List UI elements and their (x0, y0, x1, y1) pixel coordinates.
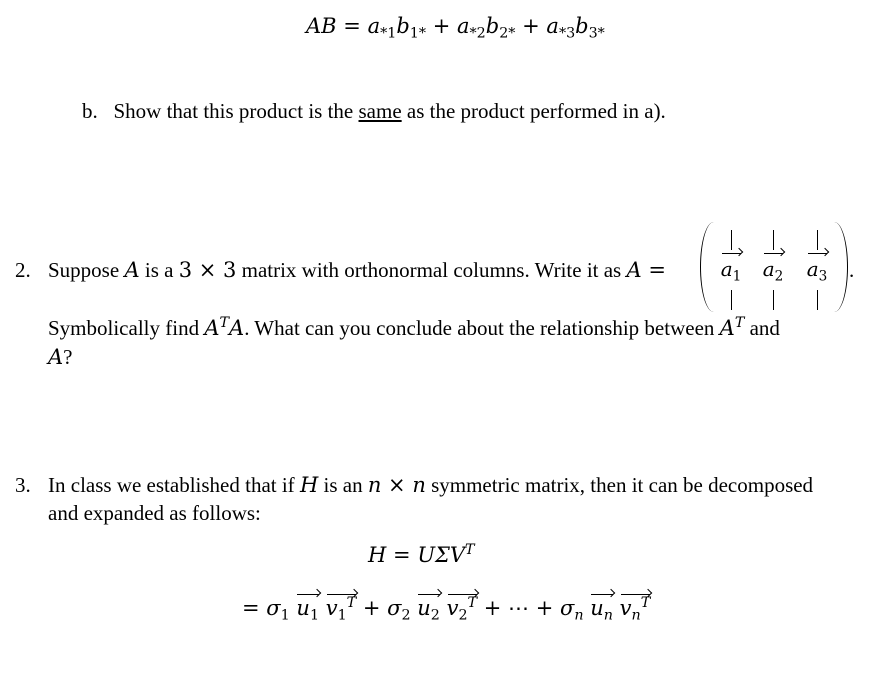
q2-period: . (849, 258, 855, 282)
var-h: H (368, 543, 387, 567)
q2-number: 2. (15, 258, 31, 282)
part-b-label: b. (82, 99, 98, 123)
part-b-underlined: same (358, 99, 402, 123)
matrix-col-3 (802, 222, 832, 314)
matrix-col-2 (758, 222, 788, 314)
sub: 1 (280, 607, 290, 624)
var-a: A (204, 316, 220, 340)
u-vector: $u_1$ (296, 596, 320, 624)
sub: n (574, 607, 584, 624)
u-vector: $u_n$ (590, 596, 613, 624)
right-paren (834, 222, 848, 312)
eq-plus: + (432, 14, 451, 38)
eq-term: b (396, 14, 410, 38)
sigma: σ (266, 596, 281, 620)
v-vector: $v_n^T$ (619, 595, 651, 624)
expansion-equation (242, 595, 651, 624)
plus: + (362, 596, 381, 620)
q2-dims: 3 × 3 (178, 258, 237, 282)
u-vector: $u_2$ (417, 596, 440, 624)
ellipsis: ⋯ (508, 596, 530, 620)
q3-text: symmetric matrix, then it can be decomposed (425, 473, 814, 497)
q2-text: and (744, 316, 780, 340)
transpose: T (734, 315, 745, 332)
var-a: A (124, 258, 140, 282)
eq-plus: + (522, 14, 540, 38)
q2-line1 (48, 260, 666, 281)
q2-text: matrix with orthonormal columns. Write it as (236, 258, 627, 282)
transpose: T (465, 542, 475, 559)
q2-text: is a (139, 258, 179, 282)
v-vector: $v_2^T$ (446, 595, 478, 624)
var-a: A (229, 316, 245, 340)
col-bar (817, 290, 818, 310)
left-paren (700, 222, 714, 312)
eq-lhs: AB (306, 14, 337, 38)
var-a: A (48, 345, 64, 369)
q3-dims: n × n (367, 473, 426, 497)
col-bar (773, 230, 774, 250)
q3-number: 3. (15, 473, 31, 497)
q2-line2 (48, 315, 780, 340)
eq-sub: *1 (380, 25, 397, 42)
col-vector: $a_1$ (720, 257, 742, 285)
q3-text: In class we established that if (48, 473, 300, 497)
col-bar (731, 290, 732, 310)
q3-line2: and expanded as follows: (48, 501, 261, 525)
eq-term: a (367, 14, 381, 38)
eq-term: a (457, 14, 470, 38)
equation-ab (306, 14, 605, 42)
eq-sub: 2* (499, 25, 516, 42)
sigma: σ (387, 596, 402, 620)
q2-text: ? (63, 345, 73, 369)
eq-term: b (485, 14, 500, 38)
eq-term: b (575, 14, 589, 38)
eq-equals: = (343, 14, 361, 38)
col-vector: $a_3$ (806, 257, 828, 285)
part-b (82, 101, 666, 122)
q2-text: Symbolically find (48, 316, 205, 340)
eq-sub: 3* (588, 25, 605, 42)
svd-equation (368, 542, 475, 567)
svd-rhs: UΣV (417, 543, 466, 567)
q3-line1 (48, 475, 813, 496)
matrix-col-1 (716, 222, 746, 314)
col-bar (817, 230, 818, 250)
q2-equals: = (641, 258, 666, 282)
q2-line3 (48, 347, 73, 368)
v-vector: $v_1^T$ (325, 595, 357, 624)
q2-text: Suppose (48, 258, 125, 282)
column-matrix (700, 222, 848, 314)
col-bar (731, 230, 732, 250)
col-vector: $a_2$ (762, 257, 784, 285)
var-a: A (719, 316, 735, 340)
var-h: H (299, 473, 319, 497)
part-b-text-end: as the product performed in a). (401, 99, 666, 123)
exp-equals: = (242, 596, 260, 620)
q2-text: . What can you conclude about the relationship between (244, 316, 720, 340)
eq-sub: 1* (409, 25, 427, 42)
col-bar (773, 290, 774, 310)
sub: 2 (401, 607, 411, 624)
plus: + (535, 596, 554, 620)
eq-term: a (546, 14, 559, 38)
eq-sub: *2 (469, 25, 486, 42)
eq-sub: *3 (558, 25, 576, 42)
plus: + (483, 596, 502, 620)
var-a: A (626, 258, 642, 282)
part-b-text: Show that this product is the (113, 99, 359, 123)
svd-equals: = (393, 543, 411, 567)
q3-text: is an (318, 473, 368, 497)
sigma: σ (560, 596, 575, 620)
transpose: T (219, 315, 230, 332)
